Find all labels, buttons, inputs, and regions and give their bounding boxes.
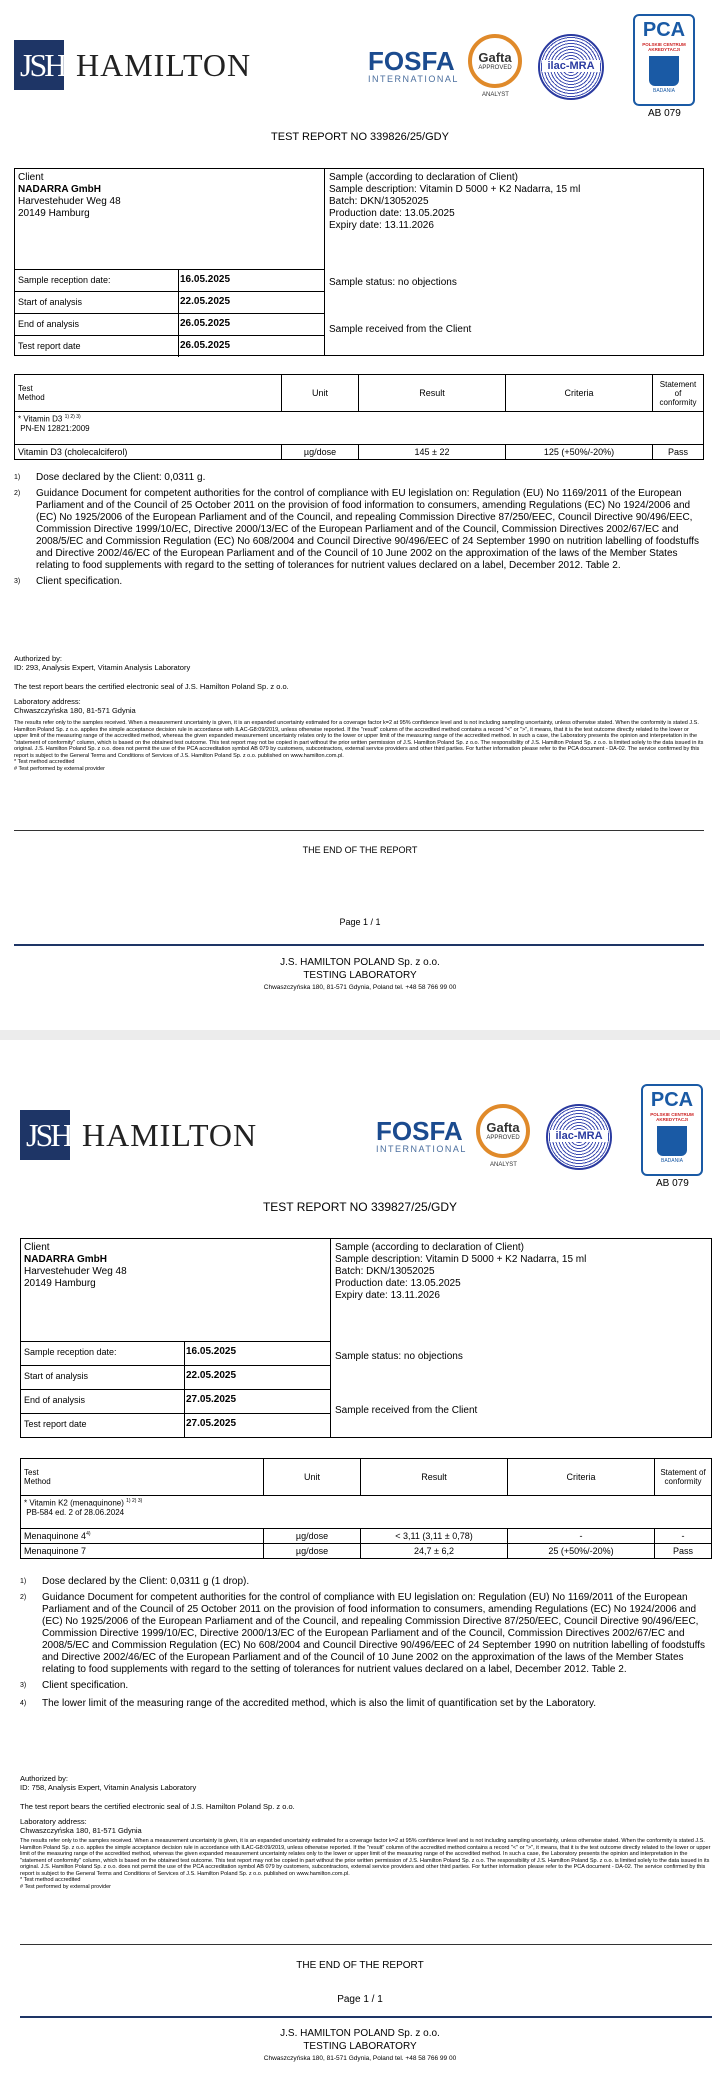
results-table (14, 374, 704, 460)
reception-date: 16.05.2025 (180, 274, 231, 285)
client-sample-box (14, 168, 704, 356)
report-date: 27.05.2025 (186, 1418, 237, 1429)
accreditation-number: AB 079 (656, 1178, 689, 1189)
flask-icon (649, 56, 679, 86)
ilac-mra-logo-icon: ilac-MRA (538, 34, 604, 100)
end-date: 27.05.2025 (186, 1394, 237, 1405)
authorization-block: Authorized by: ID: 758, Analysis Expert, Vitamin Analysis Laboratory The test report bears the certified electronic seal of J.S. Hamilton Poland Sp. z o.o. Laboratory address: Chwaszczyńska 180, 81-571 Gdynia (20, 1774, 295, 1835)
brand-name: HAMILTON (82, 1116, 258, 1153)
sample-status: Sample status: no objections (329, 277, 457, 288)
page-separator (0, 1030, 720, 1040)
table-row: Menaquinone 7 µg/dose 24,7 ± 6,2 25 (+50%/-20%) Pass (21, 1544, 712, 1559)
gafta-logo-icon: Gafta APPROVED (468, 34, 522, 88)
ilac-mra-logo-icon: ilac-MRA (546, 1104, 612, 1170)
client-block: Client NADARRA GmbH Harvestehuder Weg 48 20149 Hamburg (18, 172, 121, 219)
table-header: Test Method Unit Result Criteria Statement of conformity (21, 1459, 712, 1496)
report-title: TEST REPORT NO 339826/25/GDY (271, 131, 449, 143)
client-sample-box (20, 1238, 712, 1438)
start-date: 22.05.2025 (180, 296, 231, 307)
start-date: 22.05.2025 (186, 1370, 237, 1381)
dates-table: Sample reception date: 16.05.2025 Start of analysis 22.05.2025 End of analysis 27.05.2025 Test report date 27.05.2025 (21, 1342, 330, 1437)
sample-received: Sample received from the Client (329, 324, 472, 335)
report-date: 26.05.2025 (180, 340, 231, 351)
report-title: TEST REPORT NO 339827/25/GDY (262, 1200, 458, 1214)
end-of-report: THE END OF THE REPORT (302, 845, 418, 855)
pca-logo-icon: PCA POLSKIE CENTRUM AKREDYTACJI BADANIA (641, 1084, 703, 1176)
table-group-row: * Vitamin D3 $^{1) 2) 3)}$ PN-EN 12821:2009 (15, 412, 704, 445)
gafta-analyst-label: ANALYST (482, 92, 509, 98)
client-block: Client NADARRA GmbH Harvestehuder Weg 48 20149 Hamburg (24, 1242, 127, 1289)
report-page-1 (0, 0, 720, 1030)
table-row: Menaquinone 4$^{4)}$ µg/dose < 3,11 (3,11 ± 0,78) - - (21, 1529, 712, 1544)
hamilton-logo-icon: JSH (14, 40, 64, 90)
sample-block: Sample (according to declaration of Client) Sample description: Vitamin D 5000 + K2 Nadarra, 15 ml Batch: DKN/13052025 Production date: 13.05.2025 Expiry date: 13.11.2026 (335, 1242, 587, 1301)
gafta-analyst-label: ANALYST (490, 1162, 517, 1168)
table-row: Vitamin D3 (cholecalciferol) µg/dose 145 ± 22 125 (+50%/-20%) Pass (15, 445, 704, 460)
fosfa-logo-icon: FOSFA INTERNATIONAL (368, 46, 459, 84)
report-page-2 (0, 1040, 720, 2070)
reception-date: 16.05.2025 (186, 1346, 237, 1357)
hamilton-logo-icon: JSH (20, 1110, 70, 1160)
sample-received: Sample received from the Client (335, 1405, 478, 1416)
footer-company: J.S. HAMILTON POLAND Sp. z o.o. (280, 957, 440, 968)
hamilton-logo (14, 40, 251, 90)
footer-address: Chwaszczyńska 180, 81-571 Gdynia, Poland tel. +48 58 766 99 00 (263, 984, 457, 991)
authorization-block: Authorized by: ID: 293, Analysis Expert, Vitamin Analysis Laboratory The test report bears the certified electronic seal of J.S. Hamilton Poland Sp. z o.o. Laboratory address: Chwaszczyńska 180, 81-571 Gdynia (14, 654, 289, 715)
footnotes: 1) Dose declared by the Client: 0,0311 g. 2) Guidance Document for competent authorities for the control of compliance with EU legislation on: Regulation (EU) No 1169/2011 of the European Parliament and of the Council of 25 October 2011 on the provision of food information to consumers, amending Regulations (EC) No 1924/2006 and (EC) No 1925/2006 of the European Parliament and of the Council, and repealing Commission Directive 87/250/EEC, Council Directive 90/496/EEC, Commission Directive 1999/10/EC, Directive 2000/13/EC of the European Parliament and of the Council, Commission Directives 2002/67/EC and 2008/5/EC and Commission Regulation (EC) No 608/2004 and Council Directive 90/496/EEC of 24 September 1990 on nutrition labelling of foodstuffs and Directive 2002/46/EC of the European Parliament and of the Council of 10 June 2002 on the approximation of the laws of the Member States relating to food supplements with regard to the setting of tolerances for nutrient values declared on a label, December 2012. Table 2. 3) Client specification. (14, 472, 699, 587)
footer-company: J.S. HAMILTON POLAND Sp. z o.o. (280, 2028, 440, 2039)
dates-table: Sample reception date: 16.05.2025 Start of analysis 22.05.2025 End of analysis 26.05.2025 Test report date 26.05.2025 (15, 270, 324, 357)
page-number: Page 1 / 1 (337, 1994, 383, 2005)
footnotes: 1) Dose declared by the Client: 0,0311 g (1 drop). 2) Guidance Document for competent authorities for the control of compliance with EU legislation on: Regulation (EU) No 1169/2011 of the European Parliament and of the Council of 25 October 2011 on the provision of food information to consumers, amending Regulations (EC) No 1924/2006 and (EC) No 1925/2006 of the European Parliament and of the Council, and repealing Commission Directive 87/250/EEC, Council Directive 90/496/EEC, Commission Directive 1999/10/EC, Directive 2000/13/EC of the European Parliament and of the Council, Commission Directives 2002/67/EC and 2008/5/EC and Commission Regulation (EC) No 608/2004 and Council Directive 90/496/EEC of 24 September 1990 on nutrition labelling of foodstuffs and Directive 2002/46/EC of the European Parliament and of the Council of 10 June 2002 on the approximation of the laws of the Member States relating to food supplements with regard to the setting of tolerances for nutrient values declared on a label, December 2012. Table 2. 3) Client specification. 4) The lower limit of the measuring range of the accredited method, which is also the limit of quantification set by the Laboratory. (20, 1576, 705, 1709)
end-of-report: THE END OF THE REPORT (296, 1960, 424, 1971)
disclaimer: The results refer only to the samples received. When a measurement uncertainty is given, it is an expanded uncertainty estimated for a coverage factor k=2 at 95% confidence level and is not including sampling uncertainty, unless otherwise stated. When the conformity is stated J.S. Hamilton Poland Sp. z o.o. applies the simple acceptance decision rule in accordance with ILAC-G8:09/2019, unless otherwise reported. If the "result" column of the accredited method contains a record "<" or ">", it means, that it is the test outcome directly related to the lower or upper limit of the measuring range of the accredited method, whereas the given expanded measurement uncertainty relates only to the lower or upper limit of the measuring range of the accredited method. In such a case, the Laboratory presents the opinion and interpretation in the "statement of conformity" column, which is based on the obtained test outcome. This test report may not be copied in part without the prior written permission of J.S. Hamilton Poland Sp. z o.o. The responsibility of J.S. Hamilton Poland Sp. z o.o. is limited solely to the data issued in its original. J.S. Hamilton Poland Sp. z o.o. does not permit the use of the PCA accreditation symbol AB 079 by customers, subcontractors, external service providers and other third parties. For further information please refer to the PCA document - DA-02. The service confirmed by this report is subject to the General Terms and Conditions of Services of J.S. Hamilton Poland Sp. z o.o. published on www.hamilton.com.pl. * Test method accredited # Test performed by external provider (20, 1838, 711, 1890)
table-group-row: * Vitamin K2 (menaquinone) $^{1) 2) 3)}$ PB-584 ed. 2 of 28.06.2024 (21, 1496, 712, 1529)
footer-lab: TESTING LABORATORY (303, 2041, 417, 2052)
footer-lab: TESTING LABORATORY (303, 970, 417, 981)
accreditation-number: AB 079 (648, 108, 681, 119)
pca-logo-icon: PCA POLSKIE CENTRUM AKREDYTACJI BADANIA (633, 14, 695, 106)
flask-icon (657, 1126, 687, 1156)
disclaimer: The results refer only to the samples received. When a measurement uncertainty is given, it is an expanded uncertainty estimated for a coverage factor k=2 at 95% confidence level and is not including sampling uncertainty, unless otherwise stated. When the conformity is stated J.S. Hamilton Poland Sp. z o.o. applies the simple acceptance decision rule in accordance with ILAC-G8:09/2019, unless otherwise reported. If the "result" column of the accredited method contains a record "<" or ">", it means, that it is the test outcome directly related to the lower or upper limit of the measuring range of the accredited method, whereas the given expanded measurement uncertainty relates only to the lower or upper limit of the measuring range of the accredited method. In such a case, the Laboratory presents the opinion and interpretation in the "statement of conformity" column, which is based on the obtained test outcome. This test report may not be copied in part without the prior written permission of J.S. Hamilton Poland Sp. z o.o. The responsibility of J.S. Hamilton Poland Sp. z o.o. is limited solely to the data issued in its original. J.S. Hamilton Poland Sp. z o.o. does not permit the use of the PCA accreditation symbol AB 079 by customers, subcontractors, external service providers and other third parties. For further information please refer to the PCA document - DA-02. The service confirmed by this report is subject to the General Terms and Conditions of Services of J.S. Hamilton Poland Sp. z o.o. published on www.hamilton.com.pl. * Test method accredited # Test performed by external provider (14, 720, 704, 772)
end-date: 26.05.2025 (180, 318, 231, 329)
fosfa-logo-icon: FOSFA INTERNATIONAL (376, 1116, 467, 1154)
footer-address: Chwaszczyńska 180, 81-571 Gdynia, Poland tel. +48 58 766 99 00 (263, 2055, 457, 2062)
sample-status: Sample status: no objections (335, 1351, 463, 1362)
gafta-logo-icon: Gafta APPROVED (476, 1104, 530, 1158)
sample-block: Sample (according to declaration of Client) Sample description: Vitamin D 5000 + K2 Nadarra, 15 ml Batch: DKN/13052025 Production date: 13.05.2025 Expiry date: 13.11.2026 (329, 172, 581, 231)
page-number: Page 1 / 1 (339, 917, 381, 927)
table-header: Test Method Unit Result Criteria Statement of conformity (15, 375, 704, 412)
hamilton-logo (20, 1110, 257, 1160)
brand-name: HAMILTON (76, 46, 252, 83)
results-table (20, 1458, 712, 1559)
